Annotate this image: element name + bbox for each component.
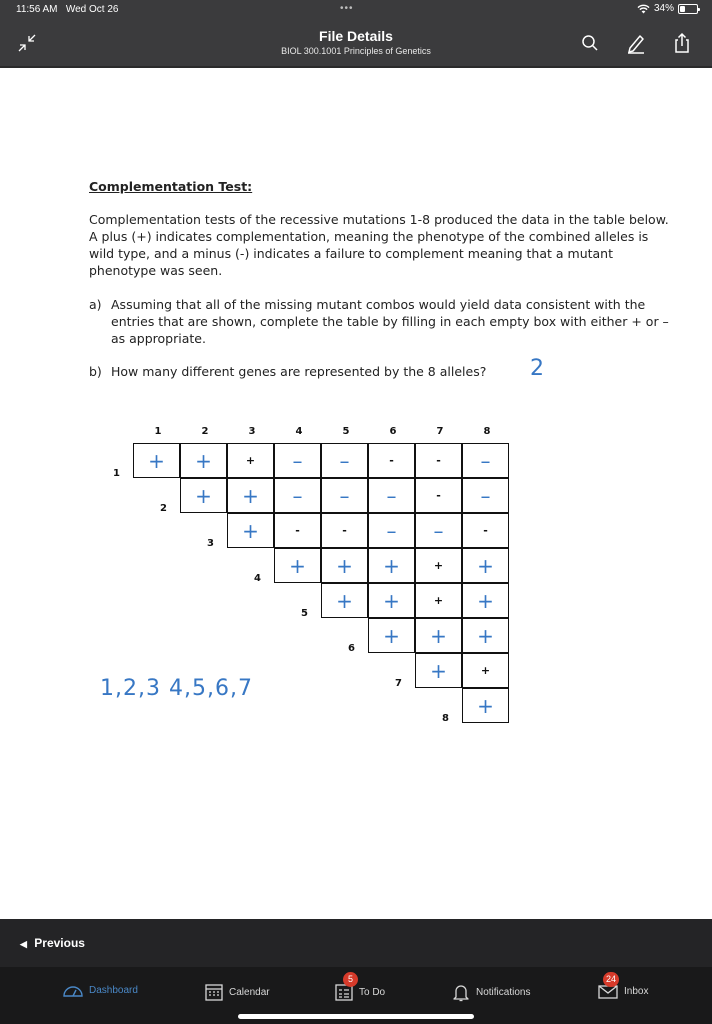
calendar-icon xyxy=(204,982,224,1002)
table-cell: – xyxy=(321,478,368,513)
question-b-text: How many different genes are represented by the 8 alleles? xyxy=(111,364,487,379)
page-title: File Details xyxy=(319,28,393,44)
table-cell: – xyxy=(462,478,509,513)
multitask-dots[interactable]: ••• xyxy=(340,3,354,14)
table-cell: – xyxy=(274,478,321,513)
bell-icon xyxy=(451,982,471,1002)
table-cell: + xyxy=(274,548,321,583)
row-label: 6 xyxy=(348,642,355,654)
row-label: 1 xyxy=(113,467,120,479)
table-cell: + xyxy=(227,478,274,513)
table-cell: – xyxy=(368,478,415,513)
table-cell: + xyxy=(415,618,462,653)
table-cell: - xyxy=(274,513,321,548)
table-cell: + xyxy=(227,513,274,548)
table-cell: + xyxy=(227,443,274,478)
question-b-label: b) xyxy=(89,364,102,379)
row-label: 8 xyxy=(442,712,449,724)
table-cell: - xyxy=(415,478,462,513)
doc-intro: Complementation tests of the recessive mutations 1-8 produced the data in the table below. A plus (+) indicates complementation, meaning the phenotype of the combined alleles is wild type, and a minus (-) indicates a failure to complement meaning that a mutant phenotype was seen. xyxy=(89,212,669,278)
row-label: 2 xyxy=(160,502,167,514)
tab-todo-label: To Do xyxy=(359,986,386,998)
tab-calendar-label: Calendar xyxy=(229,986,270,998)
battery-level xyxy=(680,6,685,12)
question-a-label: a) xyxy=(89,297,102,312)
todo-badge: 5 xyxy=(343,972,358,987)
table-cell: + xyxy=(321,548,368,583)
home-indicator[interactable] xyxy=(238,1014,474,1019)
status-time: 11:56 AM Wed Oct 26 xyxy=(16,4,119,15)
tab-calendar[interactable] xyxy=(204,982,270,1002)
top-bar xyxy=(0,0,712,66)
dashboard-icon xyxy=(62,982,84,998)
previous-button[interactable] xyxy=(20,936,85,950)
doc-heading: Complementation Test: xyxy=(89,179,253,194)
table-cell: + xyxy=(368,618,415,653)
table-cell: – xyxy=(462,443,509,478)
chevron-left-icon: ◀ xyxy=(20,939,27,949)
annotate-pen-icon[interactable] xyxy=(624,31,648,55)
table-cell: + xyxy=(462,653,509,688)
column-label: 1 xyxy=(154,426,162,437)
table-cell: + xyxy=(415,548,462,583)
row-label: 4 xyxy=(254,572,261,584)
column-label: 5 xyxy=(342,426,350,437)
document-viewer[interactable] xyxy=(0,68,712,919)
handwritten-answer-b: 2 xyxy=(530,356,544,381)
row-label: 7 xyxy=(395,677,402,689)
complementation-table xyxy=(0,68,712,919)
tab-inbox-label: Inbox xyxy=(624,985,649,997)
column-label: 7 xyxy=(436,426,444,437)
wifi-icon xyxy=(637,4,650,14)
table-cell: + xyxy=(368,548,415,583)
table-cell: + xyxy=(462,583,509,618)
table-cell: - xyxy=(462,513,509,548)
table-cell: - xyxy=(415,443,462,478)
status-right xyxy=(637,3,698,14)
table-cell: + xyxy=(133,443,180,478)
column-label: 4 xyxy=(295,426,303,437)
column-label: 6 xyxy=(389,426,397,437)
tab-inbox[interactable] xyxy=(597,974,649,1000)
table-cell: + xyxy=(415,653,462,688)
table-cell: – xyxy=(321,443,368,478)
tab-dashboard[interactable] xyxy=(62,982,138,998)
table-cell: + xyxy=(462,548,509,583)
table-cell: + xyxy=(180,443,227,478)
question-a-text: Assuming that all of the missing mutant combos would yield data consistent with the entries that are shown, complete the table by filling in each empty box with either + or – as appropriate. xyxy=(111,297,669,346)
tab-notifications-label: Notifications xyxy=(476,986,531,998)
table-cell: – xyxy=(274,443,321,478)
table-cell: + xyxy=(462,688,509,723)
tab-todo[interactable] xyxy=(334,974,386,1002)
tab-notifications[interactable] xyxy=(451,982,530,1002)
share-icon[interactable] xyxy=(670,31,694,55)
row-label: 3 xyxy=(207,537,214,549)
handwritten-groups: 1,2,3 4,5,6,7 xyxy=(100,676,253,701)
table-cell: - xyxy=(368,443,415,478)
previous-bar xyxy=(0,919,712,967)
table-cell: - xyxy=(321,513,368,548)
row-label: 5 xyxy=(301,607,308,619)
battery-percent: 34% xyxy=(653,3,674,14)
column-label: 8 xyxy=(483,426,491,437)
table-cell: – xyxy=(415,513,462,548)
table-cell: – xyxy=(368,513,415,548)
search-icon[interactable] xyxy=(578,31,602,55)
column-label: 3 xyxy=(248,426,256,437)
table-cell: + xyxy=(321,583,368,618)
page-subtitle: BIOL 300.1001 Principles of Genetics xyxy=(281,46,431,56)
previous-label: Previous xyxy=(34,936,85,950)
column-label: 2 xyxy=(201,426,209,437)
inbox-badge: 24 xyxy=(603,972,619,987)
tab-dashboard-label: Dashboard xyxy=(89,984,138,996)
table-cell: + xyxy=(462,618,509,653)
table-cell: + xyxy=(180,478,227,513)
table-cell: + xyxy=(368,583,415,618)
table-cell: + xyxy=(415,583,462,618)
battery-icon xyxy=(678,4,698,14)
